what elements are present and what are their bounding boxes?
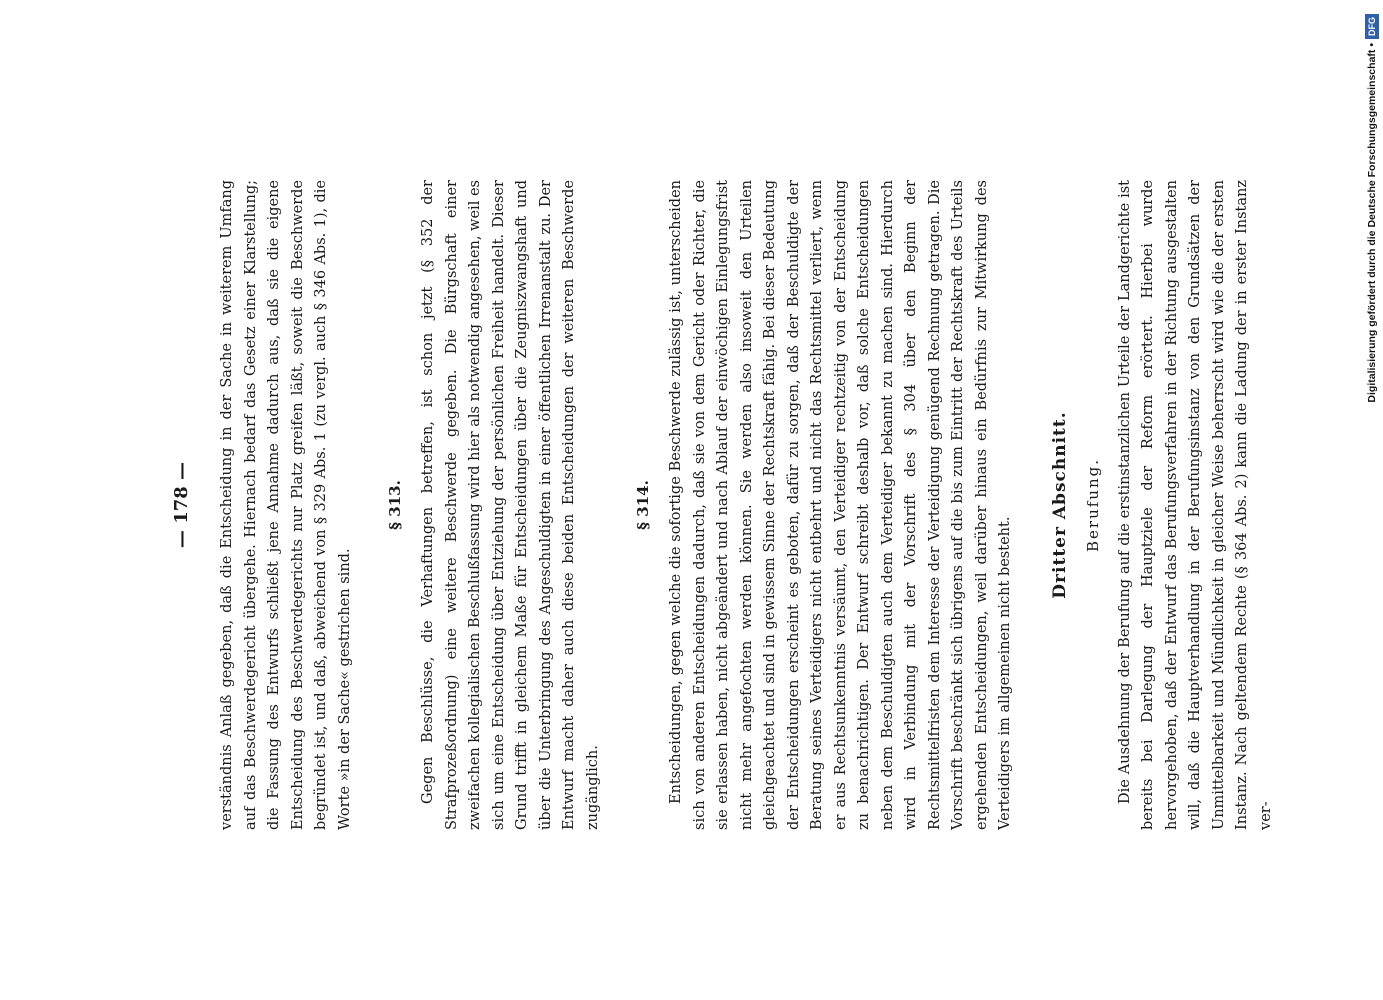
paragraph-313: Gegen Beschlüsse, die Verhaftungen betreffen, ist schon jetzt (§ 352 der Strafprozeßordnung) eine weitere Beschwerde gegeben. Die Bürgschaft einer zweifachen kollegialischen Beschlußfassung wird hier als notwendig angesehen, weil es sich um eine Entscheidung über Entziehung der persönlichen Freiheit handelt. Dieser Grund trifft in gleichem Maße für Entscheidungen über die Zeugniszwangshaft und über die Unterbringung des Angeschuldigten in einer öffentlichen Irrenanstalt zu. Der Entwurf macht daher auch diese beiden Entscheidungen der weiteren Beschwerde zugänglich. xyxy=(420,180,601,830)
paragraph-continuation: verständnis Anlaß gegeben, daß die Entscheidung in der Sache in weiterem Umfang auf das Beschwerdegericht übergehe. Hiernach bedarf das Gesetz einer Klarstellung; die Fassung des Entwurfs schließt jene Annahme dadurch aus, daß sie die eigene Entscheidung des Beschwerdegerichts nur Platz greifen läßt, soweit die Beschwerde begründet ist, und daß, abweichend von § 329 Abs. 1 (zu vergl. auch § 346 Abs. 1), die Worte »in der Sache« gestrichen sind. xyxy=(219,180,353,830)
dfg-logo: DFG xyxy=(1365,14,1379,39)
section-heading-313: § 313. xyxy=(386,480,404,530)
funding-footer-rotated xyxy=(1362,14,1382,454)
section-heading-314: § 314. xyxy=(634,480,652,530)
page-number: — 178 — xyxy=(171,461,192,549)
chapter-title: Dritter Abschnitt. xyxy=(1049,411,1070,599)
chapter-subtitle: Berufung. xyxy=(1083,458,1102,552)
paragraph-314: Entscheidungen, gegen welche die sofortige Beschwerde zulässig ist, unterscheiden sich von anderen Entscheidungen dadurch, daß sie von dem Gericht oder Richter, die sie erlassen haben, nicht abgeändert und nach Ablauf der einwöchigen Einlegungsfrist nicht mehr angefochten werden können. Sie werden also insoweit den Urteilen gleichgeachtet und sind in gewissem Sinne der Rechtskraft fähig. Bei dieser Bedeutung der Entscheidungen erscheint es geboten, dafür zu sorgen, daß der Beschuldigte der Beratung seines Verteidigers nicht entbehrt und nicht das Rechtsmittel verliert, wenn er aus Rechtsunkenntnis versäumt, den Verteidiger rechtzeitig von der Entscheidung zu benachrichtigen. Der Entwurf schreibt deshalb vor, daß solche Entscheidungen neben dem Beschuldigten auch dem Verteidiger bekannt zu machen sind. Hierdurch wird in Verbindung mit der Vorschrift des § 304 über den Beginn der Rechtsmittelfristen dem Interesse der Verteidigung genügend Rechnung getragen. Die Vorschrift beschränkt sich übrigens auf die bis zum Eintritt der Rechtskraft des Urteils ergehenden Entscheidungen, weil darüber hinaus ein Bedürfnis zur Mitwirkung des Verteidigers im allgemeinen nicht besteht. xyxy=(668,180,1013,830)
funding-note: Digitalisierung gefördert durch die Deutsche Forschungsgemeinschaft • xyxy=(1366,43,1378,403)
funding-footer xyxy=(1362,14,1382,474)
paragraph-berufung: Die Ausdehnung der Berufung auf die erstinstanzlichen Urteile der Landgerichte ist bereits bei Darlegung der Hauptziele der Reform erörtert. Hierbei wurde hervorgehoben, daß der Entwurf das Berufungsverfahren in der Richtung ausgestalten will, daß die Hauptverhandlung in der Berufungsinstanz von den Grundsätzen der Unmittelbarkeit und Mündlichkeit in gleicher Weise beherrscht wird wie die der ersten Instanz. Nach geltendem Rechte (§ 364 Abs. 2) kann die Ladung der in erster Instanz ver- xyxy=(1116,180,1274,830)
rotated-text-block xyxy=(170,180,1274,830)
